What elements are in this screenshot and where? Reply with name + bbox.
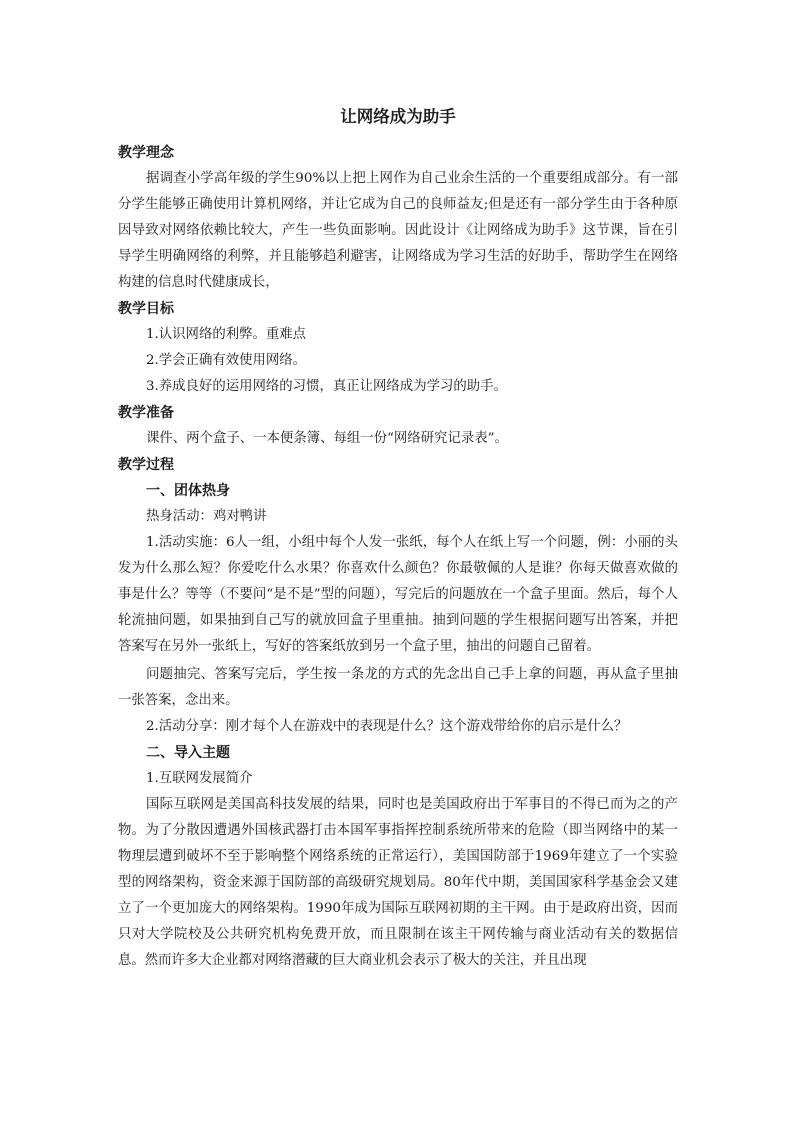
page-title: 让网络成为助手 bbox=[340, 107, 456, 126]
heading-preparation: 教学准备 bbox=[118, 405, 174, 421]
goal-item-2: 2.学会正确有效使用网络。 bbox=[146, 353, 307, 368]
goal-item-1: 1.认识网络的利弊。重难点 bbox=[146, 327, 307, 342]
warmup-activity: 热身活动：鸡对鸭讲 bbox=[146, 509, 267, 524]
heading-philosophy: 教学理念 bbox=[118, 145, 174, 161]
paragraph-preparation: 课件、两个盒子、一本便条簿、每组一份“网络研究记录表”。 bbox=[146, 431, 508, 446]
warmup-step-1: 1.活动实施：6人一组，小组中每个人发一张纸，每个人在纸上写一个问题，例：小丽的头发为什么那么短？你爱吃什么水果？你喜欢什么颜色？你最敬佩的人是谁？你每天做喜欢做的事是什么？等等（不要问“是不是”型的问题），写完后的问题放在一个盒子里面。然后，每个人轮流抽问题，如果抽到自己写的就放回盒子里重抽。抽到问题的学生根据问题写出答案，并把答案写在另外一张纸上，写好的答案纸放到另一个盒子里，抽出的问题自己留着。 bbox=[118, 535, 678, 654]
goal-item-3: 3.养成良好的运用网络的习惯，真正让网络成为学习的助手。 bbox=[146, 379, 507, 394]
warmup-step-2: 2.活动分享：刚才每个人在游戏中的表现是什么？这个游戏带给你的启示是什么？ bbox=[146, 719, 628, 734]
document-body bbox=[118, 104, 678, 974]
heading-process: 教学过程 bbox=[118, 457, 174, 473]
subheading-warmup: 一、团体热身 bbox=[146, 483, 230, 499]
heading-goals: 教学目标 bbox=[118, 301, 174, 317]
paragraph-philosophy: 据调查小学高年级的学生90%以上把上网作为自己业余生活的一个重要组成部分。有一部分学生能够正确使用计算机网络，并让它成为自己的良师益友;但是还有一部分学生由于各种原因导致对网络依赖比较大，产生一些负面影响。因此设计《让网络成为助手》这节课，旨在引导学生明确网络的利弊，并且能够趋利避害，让网络成为学习生活的好助手，帮助学生在网络构建的信息时代健康成长， bbox=[118, 171, 678, 290]
subheading-intro: 二、导入主题 bbox=[146, 745, 230, 761]
intro-item-1: 1.互联网发展简介 bbox=[146, 771, 253, 786]
warmup-step-1b: 问题抽完、答案写完后，学生按一条龙的方式的先念出自己手上拿的问题，再从盒子里抽一张答案，念出来。 bbox=[118, 667, 678, 708]
paragraph-internet-history: 国际互联网是美国高科技发展的结果，同时也是美国政府出于军事目的不得已而为之的产物。为了分散因遭遇外国核武器打击本国军事指挥控制系统所带来的危险（即当网络中的某一物理层遭到破坏不至于影响整个网络系统的正常运行），美国国防部于1969年建立了一个实验型的网络架构，资金来源于国防部的高级研究规划局。80年代中期，美国国家科学基金会又建立了一个更加庞大的网络架构。1990年成为国际互联网初期的主干网。由于是政府出资，因而只对大学院校及公共研究机构免费开放，而且限制在该主干网传输与商业活动有关的数据信息。然而许多大企业都对网络潜藏的巨大商业机会表示了极大的关注，并且出现 bbox=[118, 797, 678, 968]
